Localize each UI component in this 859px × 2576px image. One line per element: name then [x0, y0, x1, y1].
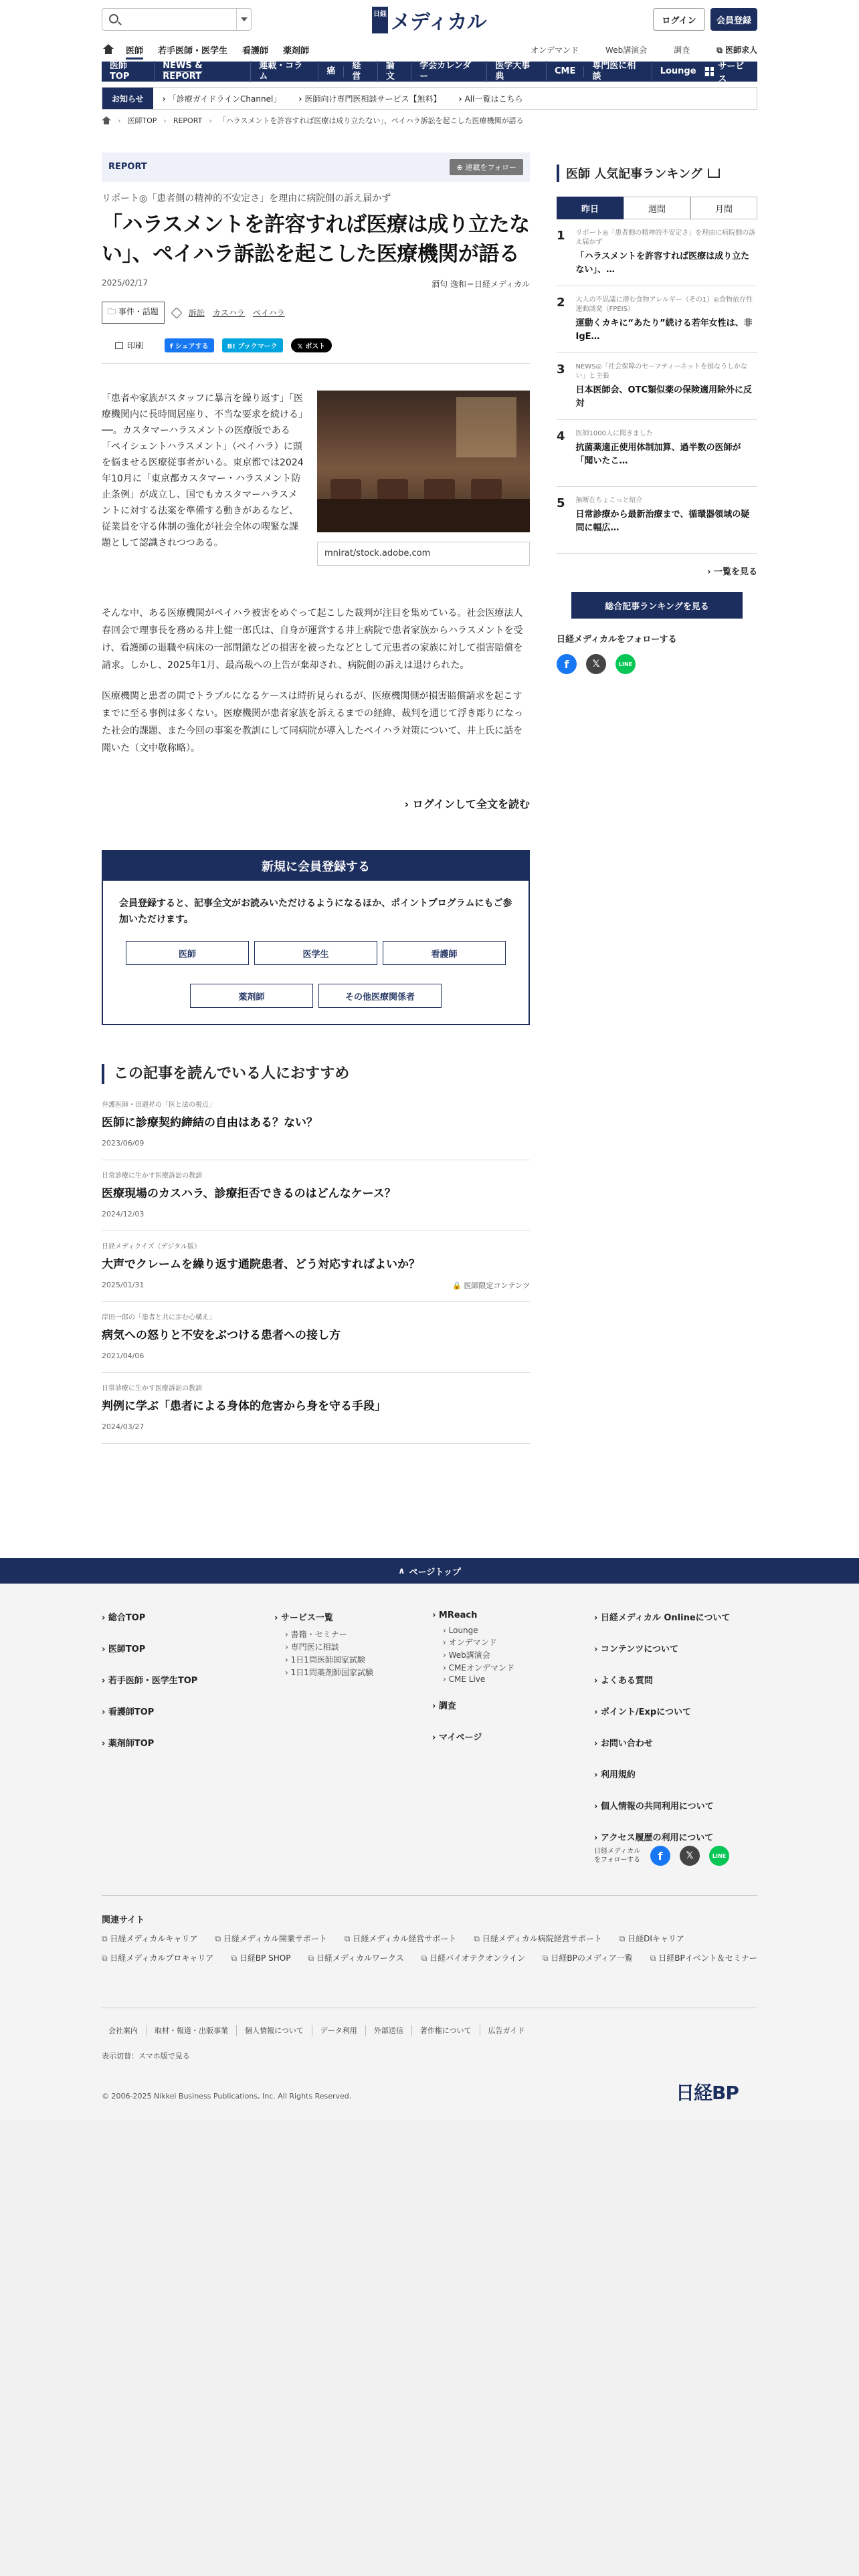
footer-sublink[interactable]: › 1日1問薬剤師国家試験	[285, 1667, 373, 1678]
ranking-item[interactable]	[557, 353, 757, 420]
page-top-button[interactable]	[0, 1558, 859, 1584]
register-pharmacist-button[interactable]: 薬剤師	[190, 984, 313, 1008]
corporate-link[interactable]: 著作権について	[412, 2025, 480, 2036]
search-box[interactable]	[102, 8, 252, 31]
nav-encyclopedia[interactable]: 医学大事典	[487, 61, 547, 82]
photo-desk	[317, 499, 530, 532]
recommend-item[interactable]	[102, 1099, 530, 1160]
breadcrumb-item[interactable]: REPORT	[173, 116, 203, 125]
corporate-link[interactable]: データ利用	[312, 2025, 366, 2036]
x-icon[interactable]: 𝕏	[680, 1846, 700, 1866]
nav-services[interactable]	[705, 59, 757, 84]
footer-link[interactable]: › 総合TOP	[102, 1610, 197, 1623]
footer-col-3	[432, 1610, 514, 1761]
ranking-title[interactable]: 日本医師会、OTC類似薬の保険適用除外に反対	[575, 385, 752, 409]
nav-cancer[interactable]: 癌	[318, 66, 344, 77]
facebook-share-button[interactable]: f シェアする	[165, 338, 214, 352]
footer-link[interactable]: › マイページ	[432, 1730, 514, 1743]
ranking-list	[557, 219, 757, 554]
nav-management[interactable]: 経営	[344, 61, 377, 82]
site-logo[interactable]	[372, 5, 486, 35]
nav-column[interactable]: 連載・コラム	[251, 61, 318, 82]
nikkei-bp-logo[interactable]: 日経BP	[676, 2082, 739, 2104]
footer-link[interactable]: › お問い合わせ	[594, 1736, 730, 1749]
link-webinar[interactable]: Web講演会	[605, 45, 648, 55]
footer-link[interactable]: › 利用規約	[594, 1767, 730, 1780]
social-links	[557, 654, 757, 674]
share-bar	[102, 334, 530, 364]
restricted-badge-label: 医師限定コンテンツ	[464, 1281, 530, 1290]
article-tags	[102, 302, 530, 324]
recommend-series: 日経メディクイズ（デジタル版）	[102, 1243, 201, 1251]
ranking-heading-text: 医師 人気記事ランキング	[566, 167, 702, 181]
category-label: 事件・話題	[118, 307, 159, 316]
recommend-date: 2023/06/09	[102, 1139, 145, 1148]
breadcrumb-item[interactable]: 医師TOP	[127, 116, 157, 125]
breadcrumb-separator: ›	[118, 116, 121, 125]
ranking-series: リポート◎「患者側の精神的不安定さ」を理由に病院側の訴え届かず	[575, 229, 756, 246]
register-student-button[interactable]: 医学生	[254, 941, 377, 965]
lead-text: 「患者や家族がスタッフに暴言を繰り返す」「医療機関内に長時間居座り、不当な要求を続ける」──。カスタマーハラスメントの医療版である「ペイシェントハラスメント」（ペイハラ）に頭を悩ませる医療従事者がいる。東京都では2024年10月に「東京都カスタマー・ハラスメント防止条例」が成立し、国でもカスタマーハラスメントに対する法案を準備する動きがあるなど、従業員を守る体制の強化が社会全体の喫緊な課題として認識されつつある。	[102, 393, 304, 548]
ranking-number: 2	[557, 296, 565, 310]
sidebar	[557, 165, 757, 674]
ranking-number: 3	[557, 362, 565, 377]
recommend-item[interactable]	[102, 1160, 530, 1231]
register-doctor-button[interactable]: 医師	[126, 941, 249, 965]
home-icon[interactable]	[102, 116, 111, 124]
recommend-date: 2024/03/27	[102, 1422, 145, 1431]
footer-link[interactable]: › 薬剤師TOP	[102, 1736, 197, 1749]
nav-lounge[interactable]: Lounge	[652, 66, 705, 77]
recommend-item[interactable]	[102, 1302, 530, 1373]
recommend-item[interactable]	[102, 1373, 530, 1444]
tab-weekly[interactable]: 週間	[624, 197, 690, 219]
notice-bar	[102, 87, 757, 110]
ranking-title[interactable]: 抗菌薬適正使用体制加算、過半数の医師が「聞いたこ…	[575, 443, 741, 466]
ranking-heading	[557, 165, 757, 182]
article	[102, 152, 530, 1444]
footer-sublink[interactable]: › CMEオンデマンド	[443, 1662, 514, 1673]
register-heading: 新規に会員登録する	[103, 851, 529, 881]
footer-link[interactable]: › よくある質問	[594, 1673, 730, 1686]
ranking-see-all-link[interactable]: › 一覧を見る	[557, 564, 757, 577]
tag-link[interactable]: 訴訟	[188, 308, 205, 318]
related-link[interactable]: ⧉ 日経メディカルプロキャリア	[102, 1952, 213, 1963]
register-description: 会員登録すると、記事全文がお読みいただけるようになるほか、ポイントプログラムにもご参加いただけます。	[119, 898, 512, 925]
related-link[interactable]: ⧉ 日経バイオテクオンライン	[421, 1952, 525, 1963]
category-tag[interactable]: 🗀 事件・話題	[102, 302, 165, 324]
ranking-title[interactable]: 運動くカキに“あたり”続ける若年女性は、非IgE…	[575, 318, 753, 342]
tab-yesterday[interactable]: 昨日	[557, 197, 624, 219]
ranking-item[interactable]	[557, 420, 757, 487]
chevron-down-icon[interactable]	[236, 9, 251, 30]
recommend-heading: この記事を読んでいる人におすすめ	[102, 1064, 530, 1084]
footer-follow	[594, 1846, 729, 1866]
breadcrumb-separator: ›	[209, 116, 212, 125]
nav-news-report[interactable]: NEWS & REPORT	[155, 61, 251, 82]
search-icon	[109, 14, 118, 23]
notice-label: お知らせ	[102, 88, 153, 109]
hb-label: ブックマーク	[237, 343, 278, 350]
ranking-number: 4	[557, 429, 565, 443]
related-link[interactable]: ⧉ 日経メディカルキャリア	[102, 1933, 197, 1944]
footer-link[interactable]: › 個人情報の共同利用について	[594, 1799, 730, 1812]
related-link[interactable]: ⧉ 日経BP SHOP	[231, 1952, 290, 1963]
ranking-item[interactable]	[557, 487, 757, 554]
facebook-icon[interactable]: f	[650, 1846, 670, 1866]
hatena-bookmark-button[interactable]: B! ブックマーク	[222, 338, 283, 352]
recommend-title[interactable]: 判例に学ぶ「患者による身体的危害から身を守る手段」	[102, 1400, 386, 1413]
restricted-badge: 🔒 医師限定コンテンツ	[452, 1281, 530, 1290]
footer-sublink[interactable]: › 書籍・セミナー	[285, 1628, 373, 1640]
nav-cme[interactable]: CME	[547, 66, 584, 77]
page-top-label: ページトップ	[409, 1567, 461, 1578]
recommend-title[interactable]: 医師に診療契約締結の自由はある？ない？	[102, 1116, 318, 1130]
article-kicker: リポート◎「患者側の精神的不安定さ」を理由に病院側の訴え届かず	[102, 193, 391, 204]
ranking-series: 無断在ちょこっと紹介	[575, 497, 643, 504]
audience-young[interactable]: 若手医師・医学生	[158, 45, 228, 56]
footer-col-1	[102, 1610, 197, 1767]
notice-item[interactable]: › 医師向け専門医相談サービス【無料】	[298, 93, 441, 104]
footer-link[interactable]: › MReach	[432, 1610, 514, 1620]
related-heading: 関連サイト	[102, 1915, 145, 1925]
register-other-button[interactable]: その他医療関係者	[318, 984, 442, 1008]
recommend-title[interactable]: 病気への怒りと不安をぶつける患者への接し方	[102, 1329, 341, 1342]
breadcrumb	[102, 115, 524, 126]
footer-sublink[interactable]: › Lounge	[443, 1626, 514, 1635]
footer-col-2	[274, 1610, 373, 1693]
footer-col-4	[594, 1610, 730, 1862]
recommend-title[interactable]: 医療現場のカスハラ、診療拒否できるのはどんなケース？	[102, 1187, 396, 1200]
recommend-date: 2021/04/06	[102, 1352, 145, 1360]
recommend-series: 日常診療に生かす医療訴訟の教訓	[102, 1172, 202, 1180]
footer	[0, 1584, 859, 2120]
corporate-link[interactable]: 個人情報について	[237, 2025, 312, 2036]
footer-sublink[interactable]: › Web講演会	[443, 1649, 514, 1660]
related-link[interactable]: ⧉ 日経メディカル病院経営サポート	[474, 1933, 601, 1944]
recommend-series: 日常診療に生かす医療訴訟の教訓	[102, 1385, 202, 1392]
ranking-series: 医師1000人に聞きました	[575, 430, 653, 437]
smartphone-switch-link[interactable]: 表示切替：スマホ版で見る	[102, 2052, 190, 2060]
footer-link[interactable]: › 若手医師・医学生TOP	[102, 1673, 197, 1686]
recommend-item[interactable]	[102, 1231, 530, 1302]
ranking-series: NEWS◎「社会保障のセーフティーネットを損なうしかない」と主張	[575, 363, 748, 380]
footer-link[interactable]: › ポイント/Expについて	[594, 1705, 730, 1717]
tab-monthly[interactable]: 月間	[690, 197, 757, 219]
recommend-title[interactable]: 大声でクレームを繰り返す通院患者、どう対応すればよいか？	[102, 1258, 420, 1271]
follow-label: 連載をフォロー	[465, 163, 516, 172]
article-author: 酒匂 逸和＝日経メディカル	[432, 280, 530, 289]
printer-icon	[115, 342, 123, 349]
audience-nurse[interactable]: 看護師	[242, 45, 269, 56]
notice-item[interactable]: › All一覧はこちら	[458, 93, 522, 104]
corporate-link[interactable]: 会社案内	[102, 2025, 147, 2036]
section-bar	[102, 152, 530, 182]
related-link[interactable]: ⧉ 日経DIキャリア	[619, 1933, 684, 1944]
x-post-button[interactable]: 𝕏 ポスト	[291, 338, 332, 352]
fb-share-label: シェアする	[175, 343, 209, 350]
related-sites	[102, 1933, 757, 1963]
nav-consult[interactable]: 専門医に相談	[584, 61, 652, 82]
grid-icon	[705, 67, 714, 76]
ranking-number: 5	[557, 496, 565, 510]
register-box	[102, 850, 530, 1025]
footer-divider	[102, 1895, 757, 1896]
footer-link[interactable]: › サービス一覧	[274, 1610, 373, 1623]
link-jobs-label: 医師求人	[725, 45, 757, 55]
footer-link[interactable]: › 調査	[432, 1699, 514, 1711]
line-icon[interactable]: LINE	[709, 1846, 729, 1866]
overall-ranking-button[interactable]: 総合記事ランキングを見る	[571, 592, 743, 619]
chevron-up-icon: ∧	[398, 1566, 405, 1576]
corporate-link[interactable]: 広告ガイド	[488, 2026, 525, 2035]
photo-caption: mnirat/stock.adobe.com	[317, 542, 530, 566]
logo-text: メディカル	[391, 11, 486, 34]
recommend-series: 岸田一郎の「患者と共に歩む心構え」	[102, 1314, 215, 1321]
ranking-title[interactable]: 日常診療から最新治療まで、循環器領域の疑問に幅広…	[575, 510, 750, 533]
link-survey[interactable]: 調査	[674, 45, 690, 55]
login-read-more-link[interactable]: › ログインして全文を読む	[102, 796, 530, 811]
breadcrumb-current: 「ハラスメントを許容すれば医療は成り立たない」、ペイハラ訴訟を起こした医療機関が語る	[218, 116, 524, 125]
copyright: © 2006-2025 Nikkei Business Publications, Inc. All Rights Reserved.	[102, 2092, 352, 2101]
link-ondemand[interactable]: オンデマンド	[531, 45, 579, 55]
footer-sublink[interactable]: › 1日1問医師国家試験	[285, 1654, 373, 1665]
ranking-item[interactable]	[557, 219, 757, 286]
tag-link[interactable]: カスハラ	[212, 308, 245, 318]
audience-pharmacist[interactable]: 薬剤師	[283, 45, 310, 56]
ranking-series: 大人の不思議に潜む食物アレルギー（その1）◎食物依存性運動誘発（FPEIS）	[575, 296, 753, 313]
line-icon[interactable]: LINE	[615, 654, 636, 674]
article-paragraph: そんな中、ある医療機関がペイハラ被害をめぐって起こした裁判が注目を集めている。社会医療法人春回会で理事長を務める井上健一郎氏は、自身が運営する井上病院で患者家族からハラスメントを受け、看護師の退職や病床の一部閉鎖などの損害を被ったなどとして元患者の家族に対して損害賠償を請求。しかし、2025年1月、最高裁への上告が棄却され、病院側の訴えは退けられた。	[102, 608, 523, 671]
corporate-links	[102, 2025, 533, 2036]
home-icon[interactable]	[102, 44, 116, 55]
photo-window	[456, 397, 516, 457]
follow-heading: 日経メディカルをフォローする	[557, 635, 677, 645]
related-link[interactable]: ⧉ 日経メディカル開業サポート	[215, 1933, 326, 1944]
footer-follow-label: 日経メディカルをフォローする	[594, 1848, 641, 1864]
courtroom-photo	[317, 391, 530, 532]
login-button[interactable]: ログイン	[653, 8, 705, 31]
notice-item[interactable]: › 「診療ガイドラインChannel」	[163, 93, 282, 104]
print-button[interactable]	[115, 340, 143, 351]
corporate-link[interactable]: 取材・報道・出版事業	[147, 2025, 237, 2036]
breadcrumb-separator: ›	[163, 116, 167, 125]
nav-calendar[interactable]: 学会カレンダー	[411, 61, 487, 82]
footer-link[interactable]: › アクセス履歴の利用について	[594, 1830, 730, 1843]
ranking-item[interactable]	[557, 286, 757, 353]
nav-papers[interactable]: 論文	[378, 61, 411, 82]
nav-doctor-top[interactable]: 医師TOP	[102, 61, 155, 82]
follow-series-button[interactable]: ⊕ 連載をフォロー	[450, 159, 523, 175]
footer-link[interactable]: › コンテンツについて	[594, 1642, 730, 1654]
main-nav	[102, 62, 757, 82]
footer-sublink[interactable]: › CME Live	[443, 1675, 514, 1684]
related-link[interactable]: ⧉ 日経BPイベント＆セミナー	[650, 1952, 757, 1963]
ranking-title[interactable]: 「ハラスメントを許容すれば医療は成り立たない」、…	[575, 251, 750, 275]
tag-link[interactable]: ペイハラ	[252, 308, 285, 318]
section-label: REPORT	[108, 162, 147, 172]
recommend-date: 2025/01/31	[102, 1281, 145, 1289]
x-icon[interactable]: 𝕏	[586, 654, 606, 674]
related-link[interactable]: ⧉ 日経メディカル経営サポート	[345, 1933, 456, 1944]
corporate-link[interactable]: 外部送信	[366, 2025, 412, 2036]
print-label: 印刷	[127, 341, 144, 350]
article-date: 2025/02/17	[102, 278, 149, 288]
register-nurse-button[interactable]: 看護師	[383, 941, 506, 965]
footer-link[interactable]: › 日経メディカル Onlineについて	[594, 1610, 730, 1623]
footer-link[interactable]: › 看護師TOP	[102, 1705, 197, 1717]
audience-doctor[interactable]: 医師	[126, 45, 144, 56]
x-post-label: ポスト	[305, 343, 326, 350]
article-lead	[102, 391, 530, 591]
article-meta	[102, 278, 530, 290]
link-jobs[interactable]: ⧉ 医師求人	[717, 45, 757, 55]
nav-services-label: サービス	[718, 62, 745, 84]
recommend-list	[102, 1099, 530, 1444]
tag-icon	[171, 307, 182, 318]
recommend-series: 弁護医師・田邉昇の「医と法の視点」	[102, 1101, 215, 1109]
logo-mark: 日経	[372, 7, 388, 33]
article-title: 「ハラスメントを許容すれば医療は成り立たない」、ペイハラ訴訟を起こした医療機関が語る	[102, 213, 530, 266]
ranking-number: 1	[557, 229, 565, 243]
facebook-icon[interactable]: f	[557, 654, 577, 674]
register-button[interactable]: 会員登録	[710, 8, 757, 31]
footer-link[interactable]: › 医師TOP	[102, 1642, 197, 1654]
ranking-tabs	[557, 197, 757, 219]
register-buttons	[119, 941, 512, 1008]
crown-icon	[708, 169, 720, 178]
footer-sublink[interactable]: › オンデマンド	[443, 1636, 514, 1648]
related-link[interactable]: ⧉ 日経メディカルワークス	[308, 1952, 403, 1963]
audience-nav	[102, 40, 757, 59]
footer-sublink[interactable]: › 専門医に相談	[285, 1641, 373, 1652]
recommend-date: 2024/12/03	[102, 1210, 145, 1218]
article-paragraph: 医療機関と患者の間でトラブルになるケースは時折見られるが、医療機関側が損害賠償請求を起こすまでに至る事例は多くない。医療機関が患者家族を訴えるまでの経緯、裁判を通じて浮き彫りになった社会的課題、また今回の事案を教訓にして同病院が導入したペイハラ対策について、井上氏に話を聞いた（文中敬称略）。	[102, 691, 523, 754]
related-link[interactable]: ⧉ 日経BPのメディア一覧	[543, 1952, 633, 1963]
